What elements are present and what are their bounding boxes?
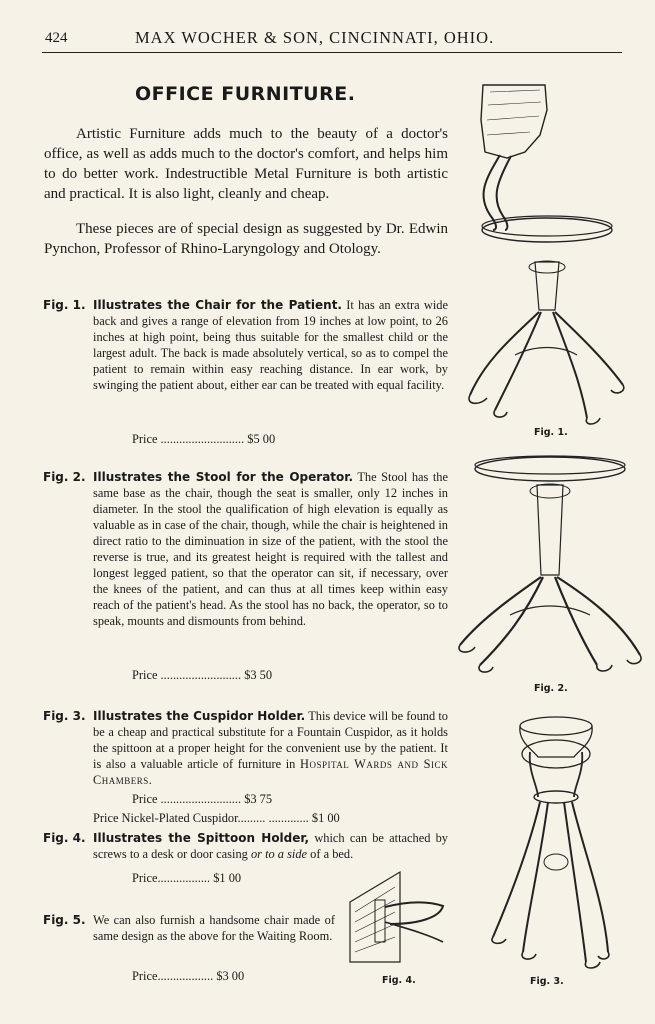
fig1-description	[93, 297, 448, 393]
fig1-price: Price ........................... $5 00	[132, 432, 276, 446]
fig4-label: Fig. 4.	[43, 831, 86, 845]
intro-paragraph-2: These pieces are of special design as suggested by Dr. Edwin Pynchon, Professor of Rhino-Laryngology and Otology.	[44, 221, 448, 257]
fig3-description	[93, 708, 448, 788]
fig4-spittoon-holder-illustration	[345, 862, 450, 972]
fig3-price: Price .......................... $3 75	[132, 792, 273, 806]
page-title: OFFICE FURNITURE.	[135, 83, 356, 105]
fig3-label: Fig. 3.	[43, 709, 86, 723]
fig4-caption: Fig. 4.	[382, 975, 416, 986]
fig1-label: Fig. 1.	[43, 298, 86, 312]
fig1-heading: Illustrates the Chair for the Patient.	[93, 298, 342, 312]
fig4-text: which can be attached by screws to a desk or door casing	[93, 831, 448, 861]
fig3-heading: Illustrates the Cuspidor Holder.	[93, 709, 306, 723]
fig1-chair-illustration	[455, 80, 635, 425]
fig5-description: We can also furnish a handsome chair made of same design as the above for the Waiting Room.	[93, 913, 335, 943]
fig2-stool-illustration	[455, 455, 645, 680]
page-header	[0, 24, 655, 54]
fig4-text-end: of a bed.	[310, 847, 354, 861]
fig5-price: Price.................. $3 00	[132, 969, 245, 983]
fig3-cuspidor-holder-illustration	[478, 712, 618, 974]
fig3-smallcaps-text: Hospital Wards and Sick Chambers.	[93, 757, 449, 787]
fig5-entry	[43, 912, 335, 944]
fig1-text: It has an extra wide back and gives a range of elevation from 19 inches at low point, to 26 inches at high point, being thus suitable for the smallest child or the largest adult. The back is made absolutely vertical, so as to compel the patient to remain within easy reaching distance. In ear work, by swinging the patient about, either ear can be treated with equal facility.	[93, 298, 448, 392]
fig4-entry	[43, 830, 448, 862]
page-number: 424	[45, 30, 68, 46]
fig2-caption: Fig. 2.	[534, 683, 568, 694]
fig3-text: This device will be found to be a cheap and practical substitute for a Fountain Cuspidor, as it holds the spittoon at a proper height for the convenient use by the patient. It is also a valuable article of furniture in	[93, 709, 448, 771]
fig3-caption: Fig. 3.	[530, 976, 564, 987]
fig4-heading: Illustrates the Spittoon Holder,	[93, 831, 310, 845]
fig4-description	[93, 830, 448, 862]
intro-paragraph-1: Artistic Furniture adds much to the beauty of a doctor's office, as well as adds much to the doctor's comfort, and helps him to do better work. Indestructible Metal Furniture is both artistic and practical. It is also light, cleanly and cheap.	[44, 126, 448, 202]
header-rule	[42, 52, 622, 53]
fig5-label: Fig. 5.	[43, 913, 86, 927]
fig2-description	[93, 469, 448, 629]
fig2-label: Fig. 2.	[43, 470, 86, 484]
fig3-entry	[43, 708, 448, 788]
running-head: MAX WOCHER & SON, CINCINNATI, OHIO.	[135, 28, 495, 47]
fig1-entry	[43, 297, 448, 393]
fig2-entry	[43, 469, 448, 629]
fig2-text: The Stool has the same base as the chair, though the seat is smaller, only 12 inches in diameter. In the stool the qualification of high elevation is equally as valuable as in case of the chair, though, while the chair is heightened in direct ratio to the diminuation in size of the patient, with the stool the reverse is true, and its greatest height is required with the tallest and longest legged patient, so that the operator can sit, if necessary, over the knees of the patient, and can thus at all times keep within easy reach of the patient's head. As the stool has no back, the operator, so to speak, mounts and dismounts from behind.	[93, 470, 448, 628]
fig3-price-nickel: Price Nickel-Plated Cuspidor......... ............. $1 00	[93, 811, 340, 825]
fig1-caption: Fig. 1.	[534, 427, 568, 438]
fig4-price: Price................. $1 00	[132, 871, 242, 885]
fig2-price: Price .......................... $3 50	[132, 668, 273, 682]
fig2-heading: Illustrates the Stool for the Operator.	[93, 470, 354, 484]
fig4-italic-text: or to a side	[250, 847, 308, 861]
